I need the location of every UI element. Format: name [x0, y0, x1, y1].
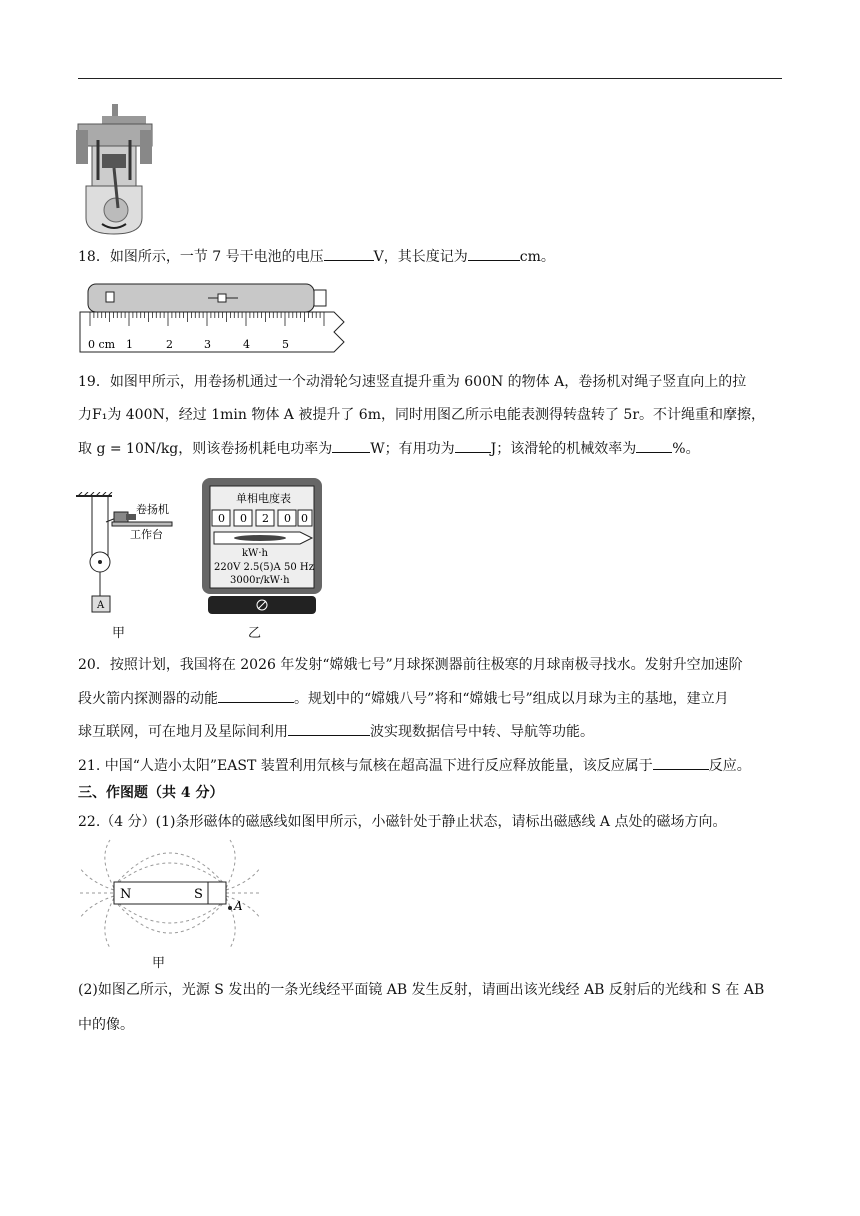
- meter-digit-1: 0: [218, 512, 225, 525]
- ruler-label-1: 1: [126, 338, 133, 351]
- q19-line3-a: 取 g = 10N/kg，则该卷扬机耗电功率为: [78, 441, 333, 457]
- ruler-label-0: 0 cm: [88, 338, 116, 351]
- q21-text-a: 21. 中国“人造小太阳”EAST 装置利用氘核与氚核在超高温下进行反应释放能量，该反应属于: [78, 758, 653, 774]
- q19-line1: 19．如图甲所示，用卷扬机通过一个动滑轮匀速竖直提升重为 600N 的物体 A，卷扬机对绳子竖直向上的拉: [78, 374, 747, 390]
- meter-spec1: 220V 2.5(5)A 50 Hz: [214, 562, 314, 573]
- q22-line3: 中的像。: [78, 1017, 134, 1033]
- ruler-label-5: 5: [282, 338, 289, 351]
- meter-digit-3: 2: [262, 512, 269, 525]
- electricity-meter-figure: [200, 476, 324, 618]
- q20-line2-a: 段火箭内探测器的动能: [78, 691, 218, 707]
- battery-ruler-figure: [78, 282, 348, 354]
- meter-spec2: 3000r/kW·h: [230, 575, 290, 586]
- magnet-field-figure: [80, 838, 260, 950]
- q20-line1: 20．按照计划，我国将在 2026 年发射“嫦娥七号”月球探测器前往极寒的月球南极寻找水。发射升空加速阶: [78, 657, 743, 673]
- meter-digit-4: 0: [284, 512, 291, 525]
- ruler-label-3: 3: [204, 338, 211, 351]
- q19-line3: [78, 438, 700, 459]
- pulley-figure: [76, 492, 186, 616]
- section-heading: 三、作图题（共 4 分）: [78, 785, 224, 801]
- q19-line3-c: J；该滑轮的机械效率为: [490, 441, 637, 457]
- q19-blank-power[interactable]: [332, 438, 370, 453]
- magnet-fig-caption: 甲: [152, 956, 166, 971]
- q21-text: [78, 755, 751, 776]
- q22-line2: (2)如图乙所示，光源 S 发出的一条光线经平面镜 AB 发生反射，请画出该光线经 AB 反射后的光线和 S 在 AB: [78, 982, 765, 998]
- q20-line2: [78, 688, 729, 709]
- meter-title: 单相电度表: [236, 492, 291, 505]
- q22-line1: 22.（4 分）(1)条形磁体的磁感线如图甲所示，小磁针处于静止状态，请标出磁感线 A 点处的磁场方向。: [78, 814, 727, 830]
- meter-unit: kW·h: [242, 548, 268, 559]
- q20-line3-a: 球互联网，可在地月及星际间利用: [78, 724, 288, 740]
- point-a-label: A: [234, 899, 243, 913]
- q19-blank-efficiency[interactable]: [636, 438, 672, 453]
- point-a-marker: [228, 906, 232, 910]
- table-label: 工作台: [130, 528, 163, 541]
- engine-figure: [72, 100, 162, 236]
- q20-blank-wave[interactable]: [288, 721, 370, 736]
- q20-line3-b: 波实现数据信号中转、导航等功能。: [370, 724, 594, 740]
- magnet-s-label: S: [194, 887, 203, 902]
- header-rule: [78, 78, 782, 79]
- q20-blank-kinetic[interactable]: [218, 688, 294, 703]
- ruler-label-4: 4: [243, 338, 250, 351]
- q18-text-b: V，其长度记为: [373, 249, 468, 265]
- q21-blank-reaction[interactable]: [653, 755, 709, 770]
- magnet-n-label: N: [120, 887, 132, 902]
- q19-blank-work[interactable]: [455, 438, 491, 453]
- q21-text-b: 反应。: [708, 758, 751, 774]
- q19-line2: 力F₁为 400N，经过 1min 物体 A 被提升了 6m，同时用图乙所示电能表测得转盘转了 5r。不计绳重和摩擦，: [78, 407, 766, 423]
- q18-blank-voltage[interactable]: [324, 246, 374, 261]
- q20-line2-b: 。规划中的“嫦娥八号”将和“嫦娥七号”组成以月球为主的基地，建立月: [294, 691, 729, 707]
- object-a-label: A: [97, 600, 105, 611]
- q18-blank-length[interactable]: [468, 246, 520, 261]
- fig-jia-caption: 甲: [112, 626, 126, 641]
- meter-digit-2: 0: [240, 512, 247, 525]
- q19-line3-b: W；有用功为: [370, 441, 455, 457]
- meter-digit-5: 0: [301, 512, 308, 525]
- winch-label: 卷扬机: [136, 503, 169, 516]
- q20-line3: [78, 721, 594, 742]
- q18-text-c: cm。: [519, 249, 555, 265]
- q18-text: [78, 246, 555, 267]
- q18-text-a: 18．如图所示，一节 7 号干电池的电压: [78, 249, 324, 265]
- ruler-label-2: 2: [166, 338, 173, 351]
- fig-yi-caption: 乙: [248, 626, 262, 641]
- q19-line3-d: %。: [672, 441, 700, 457]
